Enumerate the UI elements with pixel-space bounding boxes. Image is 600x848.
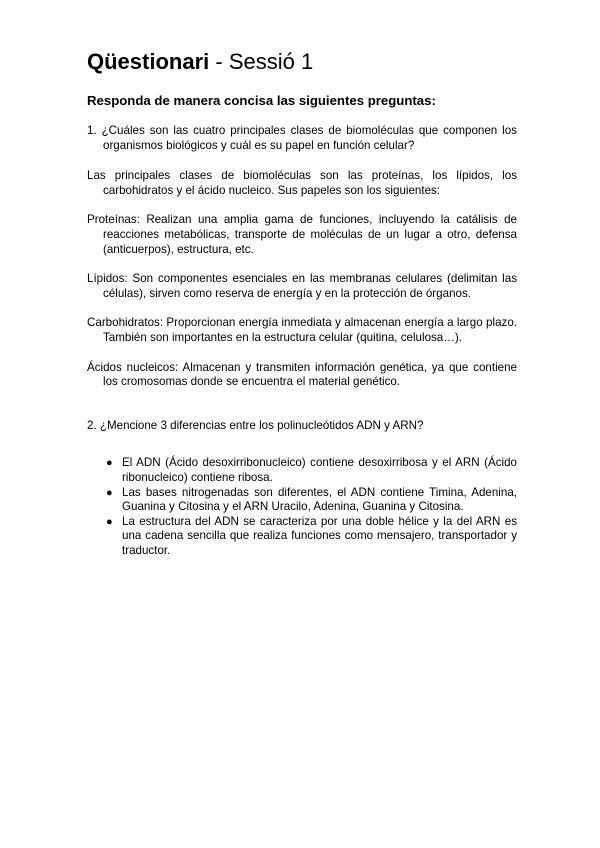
answer-1-proteins: Proteínas: Realizan una amplia gama de funciones, incluyendo la catálisis de reacciones metabólicas, transporte de moléculas de un lugar a otro, defensa (anticuerpos), estructura, etc. [87,213,517,256]
answer-1-nucleic-acids: Ácidos nucleicos: Almacenan y transmiten información genética, ya que contiene los cromosomas donde se encuentra el material genético. [87,360,517,389]
bullet-icon: ● [106,486,113,499]
answer-1-carbohydrates: Carbohidratos: Proporcionan energía inmediata y almacenan energía a largo plazo. También son importantes en la estructura celular (quitina, celulosa…). [87,316,517,344]
bullet-icon: ● [106,457,113,470]
answer-2-item [106,485,517,515]
page-title [87,48,517,76]
answer-2-item-text: La estructura del ADN se caracteriza por una doble hélice y la del ARN es una cadena sencilla que realiza funciones como mensajero, transportador y traductor. [122,514,517,557]
answer-2-item-text: Las bases nitrogenadas son diferentes, el ADN contiene Timina, Adenina, Guanina y Citosina y el ARN Uracilo, Adenina, Guanina y Citosina. [122,485,517,514]
title-session: Sessió 1 [228,49,314,74]
question-2: 2. ¿Mencione 3 diferencias entre los polinucleótidos ADN y ARN? [87,418,424,432]
document-page [87,48,517,558]
instructions-heading: Responda de manera concisa las siguientes preguntas: [87,93,436,108]
bullet-icon: ● [106,515,113,528]
answer-2-item [106,456,517,485]
answer-1-lipids: Lípidos: Son componentes esenciales en las membranas celulares (delimitan las células), sirven como reserva de energía y en la protección de órganos. [87,272,517,300]
answer-2-item-text: El ADN (Ácido desoxirribonucleico) contiene desoxirribosa y el ARN (Ácido ribonucleico) contiene ribosa. [122,456,517,484]
question-1: 1. ¿Cuáles son las cuatro principales clases de biomoléculas que componen los organismos biológicos y cuál es su papel en función celular? [87,124,517,152]
title-separator: - [209,49,229,74]
answer-1-intro: Las principales clases de biomoléculas son las proteínas, los lípidos, los carbohidratos y el ácido nucleico. Sus papeles son los siguientes: [87,169,517,197]
answer-2-item [106,514,517,559]
title-main: Qüestionari [87,49,210,74]
answer-2-list [87,456,517,558]
